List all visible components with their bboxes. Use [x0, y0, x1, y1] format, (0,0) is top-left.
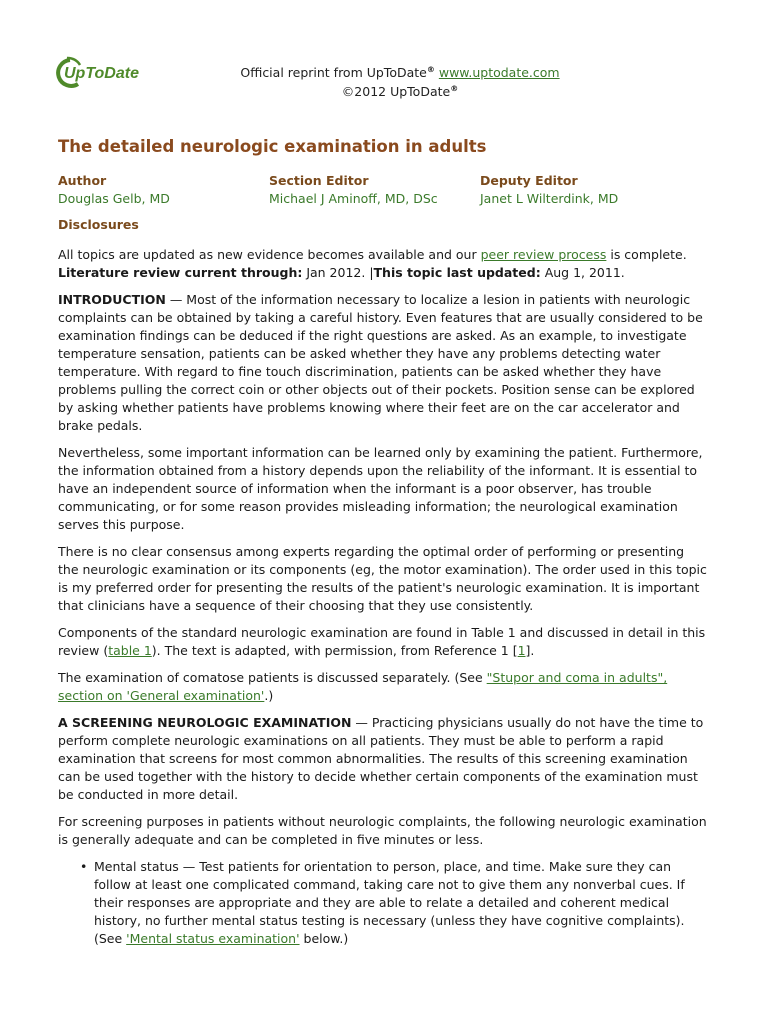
- paragraph-2: Nevertheless, some important information can be learned only by examining the patient. Furthermore, the information obtained from a history depends upon the reliability of the informant. It is essential to have an independent source of information when the informant is a poor observer, has trouble communicating, or for some reason provides misleading information; the neurological examination serves this purpose.: [58, 445, 703, 532]
- page-header: [0, 0, 768, 110]
- mental-status-link[interactable]: 'Mental status examination': [126, 931, 300, 946]
- lit-review-date: Jan 2012. |: [302, 265, 374, 280]
- peer-review-link[interactable]: peer review process: [480, 247, 607, 262]
- update-text-end: is complete.: [606, 247, 687, 262]
- copyright-text: ©2012 UpToDate: [341, 84, 451, 100]
- last-updated-label: This topic last updated:: [373, 265, 541, 280]
- intro-heading: INTRODUCTION: [58, 292, 166, 307]
- paragraph-4: [58, 624, 708, 660]
- update-info: [58, 246, 708, 282]
- editor-deputy: [480, 172, 691, 208]
- screening-heading: A SCREENING NEUROLOGIC EXAMINATION: [58, 715, 352, 730]
- screening-paragraph: [58, 714, 708, 804]
- uptodate-logo-icon: [56, 56, 156, 90]
- para-5-text: The examination of comatose patients is discussed separately. (See: [58, 670, 487, 685]
- reprint-notice: [210, 62, 590, 100]
- lit-review-label: Literature review current through:: [58, 265, 303, 280]
- update-text: All topics are updated as new evidence becomes available and our: [58, 247, 481, 262]
- bullet-text-end: below.): [299, 931, 349, 946]
- article: [58, 136, 708, 948]
- registered-mark-2: ®: [450, 84, 459, 94]
- para-4-text: Components of the standard neurologic examination are found in Table 1 and discussed in detail in this review (: [58, 625, 706, 658]
- editor-author: [58, 172, 269, 208]
- intro-paragraph: [58, 291, 708, 435]
- uptodate-link[interactable]: www.uptodate.com: [438, 65, 560, 81]
- editor-role: Section Editor: [269, 173, 369, 188]
- paragraph-7: For screening purposes in patients without neurologic complaints, the following neurologic examination is generally adequate and can be completed in five minutes or less.: [58, 814, 707, 847]
- stupor-coma-link[interactable]: "Stupor and coma in adults", section on 'General examination': [58, 670, 668, 703]
- editors: [58, 172, 708, 208]
- intro-text: — Most of the information necessary to localize a lesion in patients with neurologic complaints can be obtained by taking a careful history. Even features that are usually considered to be examination findings can be deduced if the right questions are asked. As an example, to investigate temperature sensation, patients can be asked whether they have any problems detecting water temperature. With regard to fine touch discrimination, patients can be asked whether they have problems pulling the correct coin or other objects out of their pockets. Position sense can be explored by asking whether patients have problems knowing where their feet are on the car accelerator and brake pedals.: [58, 292, 703, 433]
- screening-text: — Practicing physicians usually do not have the time to perform complete neurologic examinations on all patients. They must be able to perform a rapid examination that screens for most common abnormalities. The results of this screening examination can be used together with the history to decide whether certain components of the examination must be conducted in more detail.: [58, 715, 704, 802]
- editor-name[interactable]: Janet L Wilterdink, MD: [480, 191, 619, 206]
- uptodate-logo[interactable]: [56, 56, 156, 90]
- para-4-text-3: ].: [525, 643, 535, 658]
- editor-role: Author: [58, 173, 107, 188]
- reprint-prefix: Official reprint from UpToDate: [240, 65, 427, 81]
- reference-1-link[interactable]: 1: [517, 643, 526, 658]
- disclosures-link[interactable]: Disclosures: [58, 217, 139, 232]
- screening-list: [58, 858, 708, 948]
- logo-text: UpToDate: [64, 65, 139, 82]
- para-4-text-2: ). The text is adapted, with permission, from Reference 1 [: [151, 643, 518, 658]
- editor-role: Deputy Editor: [480, 173, 578, 188]
- bullet-text: Mental status — Test patients for orientation to person, place, and time. Make sure they can follow at least one complicated command, taking care not to give them any nonverbal cues. If their responses are appropriate and they are able to relate a detailed and coherent medical history, no further mental status testing is necessary (unless they have cognitive complaints). (See: [94, 859, 685, 946]
- editor-name[interactable]: Douglas Gelb, MD: [58, 191, 170, 206]
- table-1-link[interactable]: table 1: [108, 643, 152, 658]
- para-5-text-2: .): [264, 688, 274, 703]
- article-title: The detailed neurologic examination in adults: [58, 137, 487, 156]
- list-item: [80, 858, 708, 948]
- paragraph-5: [58, 669, 708, 705]
- last-updated-date: Aug 1, 2011.: [540, 265, 625, 280]
- bullet-icon: •: [80, 859, 88, 874]
- editor-name[interactable]: Michael J Aminoff, MD, DSc: [269, 191, 438, 206]
- editor-section: [269, 172, 480, 208]
- registered-mark: ®: [426, 65, 435, 74]
- paragraph-3: There is no clear consensus among experts regarding the optimal order of performing or presenting the neurologic examination or its components (eg, the motor examination). The order used in this topic is my preferred order for presenting the results of the patient's neurologic examination. It is important that clinicians have a sequence of their choosing that they use consistently.: [58, 544, 707, 613]
